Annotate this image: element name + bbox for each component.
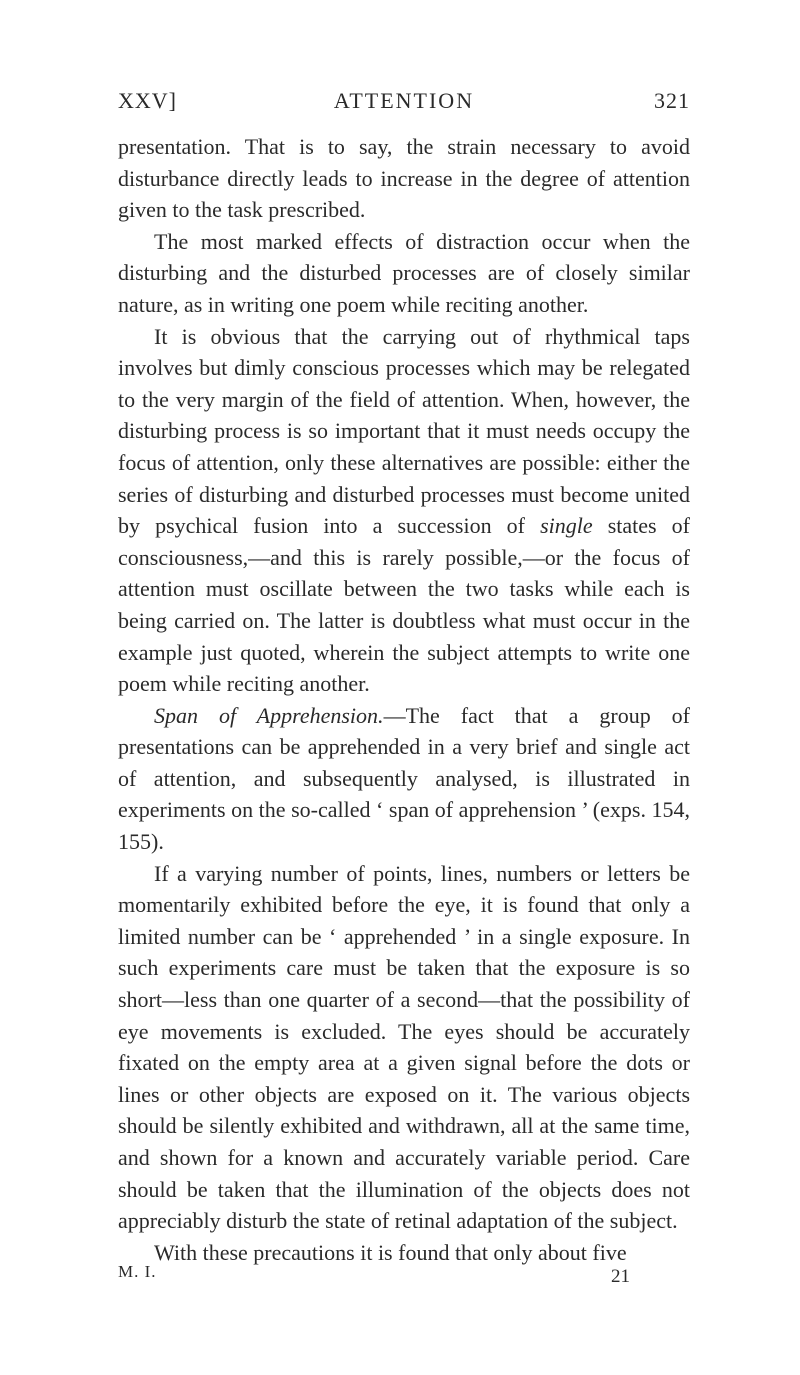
paragraph-4 — [118, 700, 690, 858]
running-header — [118, 88, 690, 118]
body-text — [118, 131, 690, 1268]
paragraph-4-text: —The fact that a group of presentations can be apprehended in a very brief and single act of attention, and subsequently analysed, is illustrated in experiments on the so-called ‘ span of apprehension ’ (exps. 154, 155). — [118, 702, 691, 855]
page-number: 321 — [654, 88, 690, 113]
signature-mark: M. I. — [118, 1262, 157, 1281]
emphasis-single: single — [540, 513, 593, 539]
paragraph-1: presentation. That is to say, the strain necessary to avoid disturbance directly leads to increase in the degree of attention given to the task prescribed. — [118, 134, 690, 223]
paragraph-3 — [118, 321, 690, 700]
section-heading-span-of-apprehension: Span of Apprehension. — [154, 702, 384, 728]
paragraph-6: With these precautions it is found that only about five — [154, 1239, 627, 1265]
paragraph-3-part-a: It is obvious that the carrying out of rhythmical taps involves but dimly conscious processes which may be relegated to the very margin of the field of attention. When, however, the disturbing process is so important that it must needs occupy the focus of attention, only these alternatives are possible: either the series of disturbing and disturbed processes must become united by psychical fusion into a succession of — [118, 323, 690, 539]
running-title: ATTENTION — [333, 88, 475, 113]
sheet-number: 21 — [611, 1266, 630, 1287]
paragraph-3-part-b: states of consciousness,—and this is rarely possible,—or the focus of attention must oscillate between the two tasks while each is being carried on. The latter is doubtless what must occur in the example just quoted, wherein the subject attempts to write one poem while reciting another. — [118, 513, 690, 697]
paragraph-5: If a varying number of points, lines, numbers or letters be momentarily exhibited before the eye, it is found that only a limited number can be ‘ apprehended ’ in a single exposure. In such experiments care must be taken that the exposure is so short—less than one quarter of a second—that the possibility of eye movements is excluded. The eyes should be accurately fixated on the empty area at a given signal before the dots or lines or other objects are exposed on it. The various objects should be silently exhibited and withdrawn, all at the same time, and shown for a known and accurately variable period. Care should be taken that the illumination of the objects does not appreciably disturb the state of retinal adaptation of the subject. — [118, 860, 690, 1234]
paragraph-2: The most marked effects of distraction occur when the disturbing and the disturbed processes are of closely similar nature, as in writing one poem while reciting another. — [118, 228, 690, 317]
page-footer — [118, 1262, 690, 1288]
chapter-number: XXV] — [118, 88, 177, 113]
